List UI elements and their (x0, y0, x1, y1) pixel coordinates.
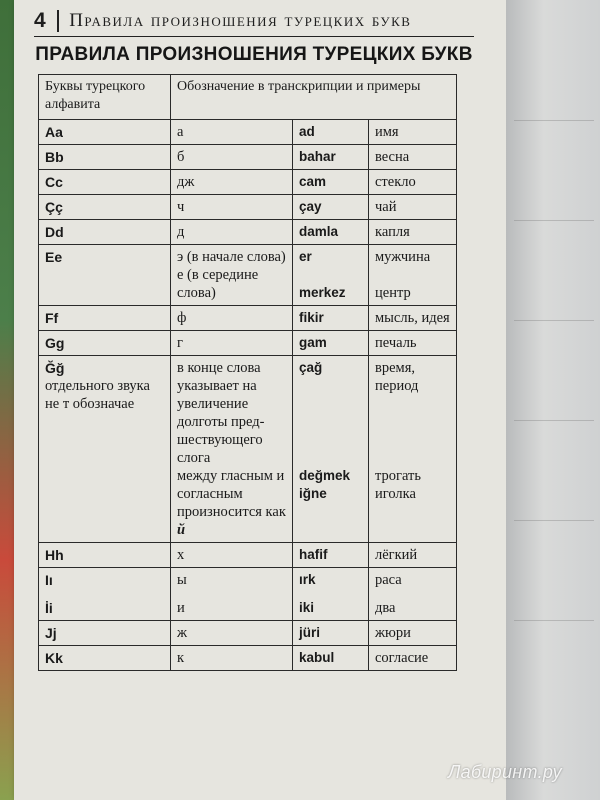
sound-cell: дж (171, 170, 293, 195)
table-row (39, 646, 457, 671)
word-meaning: иголка (375, 486, 416, 502)
header-letters: Буквы турецкого алфавита (39, 75, 171, 120)
letter-cell: Jj (39, 621, 171, 646)
turkish-word: bahar (293, 145, 369, 170)
word-meaning: печаль (369, 331, 457, 356)
letter-label: Iı (45, 572, 53, 588)
sound-final: в конце слова указывает на увеличение долготы пред-шествующего слога (177, 360, 265, 466)
sound-cell: д (171, 220, 293, 245)
table-row-e (39, 245, 457, 306)
sound-cell: а (171, 120, 293, 145)
word-meaning: центр (375, 285, 411, 301)
sound-cell (171, 568, 293, 621)
letter-label: İi (45, 600, 53, 616)
word-meaning: лёгкий (369, 543, 457, 568)
sound-initial: э (в начале слова) (177, 249, 286, 265)
letter-cell: Çç (39, 195, 171, 220)
turkish-word: çağ (299, 360, 323, 375)
turkish-word-cell (293, 568, 369, 621)
turkish-word: hafif (293, 543, 369, 568)
turkish-word: ırk (299, 572, 316, 587)
sound-medial: е (в середине слова) (177, 267, 259, 301)
table-row (39, 195, 457, 220)
word-meaning: согласие (369, 646, 457, 671)
faint-line (514, 220, 594, 221)
table-row-i (39, 568, 457, 621)
word-meaning: два (375, 600, 396, 616)
sound-cell (171, 356, 293, 543)
book-cover-edge (0, 0, 14, 800)
adjacent-page (506, 0, 600, 800)
table-row (39, 543, 457, 568)
turkish-word: gam (293, 331, 369, 356)
sound-cell: к (171, 646, 293, 671)
table-row (39, 170, 457, 195)
running-head-divider (57, 10, 59, 32)
letter-cell: Kk (39, 646, 171, 671)
table-row (39, 120, 457, 145)
turkish-word-cell (293, 356, 369, 543)
sound-cell: ч (171, 195, 293, 220)
turkish-word: cam (293, 170, 369, 195)
sound-cell: ф (171, 306, 293, 331)
table-row (39, 306, 457, 331)
letter-note: отдельного звука не т обозначае (45, 378, 150, 412)
table-row (39, 145, 457, 170)
word-meaning: время, период (375, 360, 419, 394)
faint-line (514, 520, 594, 521)
faint-line (514, 620, 594, 621)
turkish-word: iki (299, 600, 315, 615)
header-transcription: Обозначение в транскрипции и примеры (171, 75, 457, 120)
sound-cell (171, 245, 293, 306)
turkish-word-cell (293, 245, 369, 306)
letter-cell: Cc (39, 170, 171, 195)
sound-cell: г (171, 331, 293, 356)
turkish-word: merkez (299, 285, 346, 300)
turkish-word: kabul (293, 646, 369, 671)
faint-line (514, 320, 594, 321)
table-row (39, 331, 457, 356)
sound-between-text: между гласным и согласным произносится как (177, 468, 286, 520)
page-number: 4 (34, 9, 48, 32)
table-row (39, 621, 457, 646)
watermark-logo: Лабиринт.ру (448, 762, 562, 782)
turkish-word: çay (293, 195, 369, 220)
running-head-title: Правила произношения турецких букв (69, 10, 412, 31)
sound-value: ы (177, 572, 187, 588)
sound-between (177, 467, 286, 539)
letter-label: Ğğ (45, 360, 65, 376)
turkish-word: jüri (293, 621, 369, 646)
word-meaning: стекло (369, 170, 457, 195)
word-meaning-cell (369, 568, 457, 621)
turkish-word: ad (293, 120, 369, 145)
turkish-word: fikir (293, 306, 369, 331)
pronunciation-table (38, 74, 457, 671)
letter-cell: Ee (39, 245, 171, 306)
turkish-word: er (299, 249, 312, 264)
word-meaning-cell (369, 356, 457, 543)
sound-between-letter: й (177, 522, 186, 538)
word-meaning: жюри (369, 621, 457, 646)
letter-cell: Ff (39, 306, 171, 331)
word-meaning: трогать (375, 468, 421, 484)
faint-line (514, 420, 594, 421)
turkish-word: damla (293, 220, 369, 245)
sound-cell: х (171, 543, 293, 568)
word-meaning: весна (369, 145, 457, 170)
letter-cell: Gg (39, 331, 171, 356)
letter-cell: Hh (39, 543, 171, 568)
turkish-word: iğne (299, 486, 327, 501)
word-meaning: мысль, идея (369, 306, 457, 331)
letter-cell (39, 356, 171, 543)
turkish-word: değmek (299, 468, 351, 483)
running-head (34, 6, 474, 37)
sound-value: и (177, 600, 185, 616)
word-meaning-cell (369, 245, 457, 306)
sound-cell: ж (171, 621, 293, 646)
word-meaning: раса (375, 572, 402, 588)
word-meaning: капля (369, 220, 457, 245)
table-header-row (39, 75, 457, 120)
table-row (39, 220, 457, 245)
word-meaning: чай (369, 195, 457, 220)
letter-cell: Aa (39, 120, 171, 145)
letter-cell: Dd (39, 220, 171, 245)
sound-cell: б (171, 145, 293, 170)
table-row-soft-g (39, 356, 457, 543)
letter-cell: Bb (39, 145, 171, 170)
word-meaning: мужчина (375, 249, 431, 265)
page-title: ПРАВИЛА ПРОИЗНОШЕНИЯ ТУРЕЦКИХ БУКВ (35, 44, 473, 65)
word-meaning: имя (369, 120, 457, 145)
faint-line (514, 120, 594, 121)
letter-cell (39, 568, 171, 621)
